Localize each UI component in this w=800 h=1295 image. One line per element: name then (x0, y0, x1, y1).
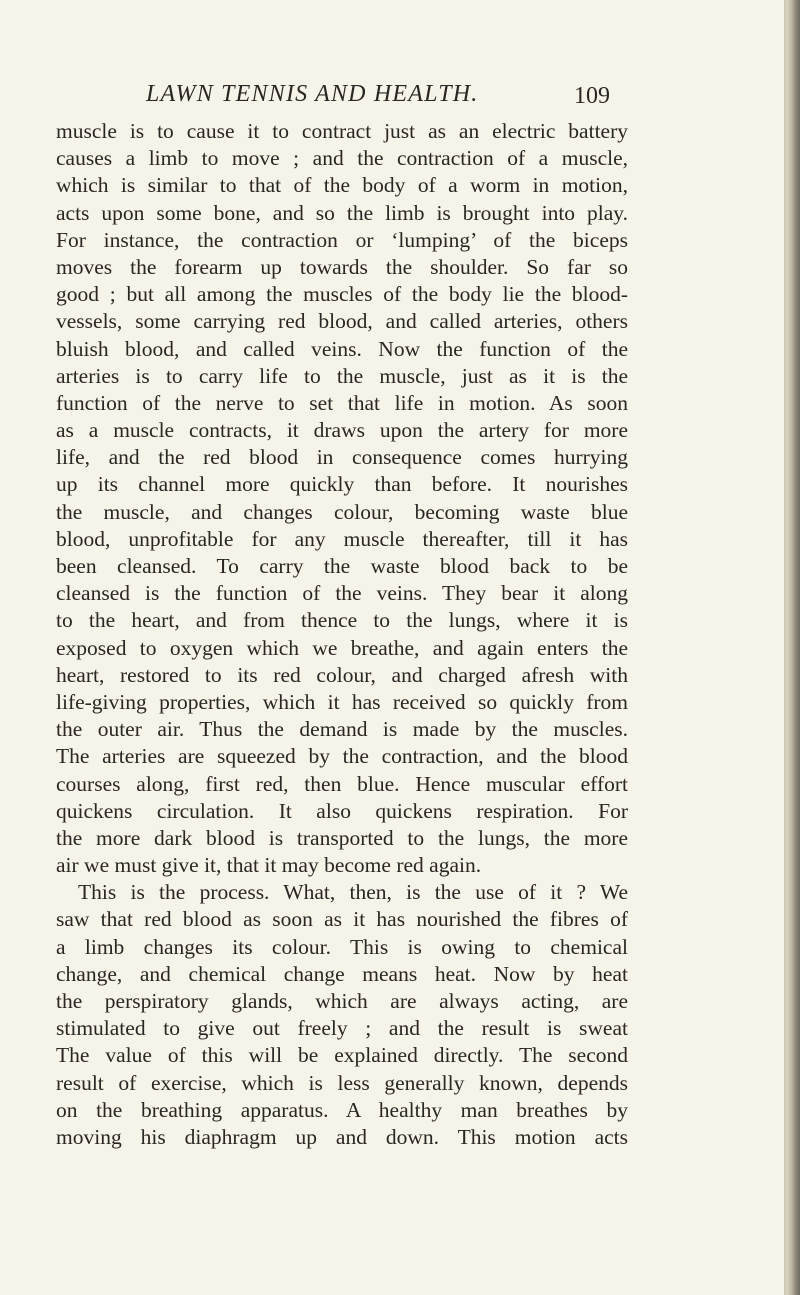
text-line: the perspiratory glands, which are always acting, are (56, 989, 628, 1013)
text-line: stimulated to give out freely ; and the result is sweat (56, 1016, 628, 1041)
text-line: life-giving properties, which it has received so quickly from (56, 689, 628, 714)
text-line: the muscle, and changes colour, becoming waste blue (56, 499, 628, 524)
text-line: For instance, the contraction or ‘lumping’ of the biceps (56, 227, 628, 252)
text-line: which is similar to that of the body of a worm in motion, (56, 173, 628, 198)
text-line: moves the forearm up towards the shoulder. So far so (56, 254, 628, 279)
body-text (56, 118, 628, 1151)
text-line: quickens circulation. It also quickens respiration. For (56, 798, 628, 823)
text-line: exposed to oxygen which we breathe, and again enters the (56, 635, 628, 660)
running-head: LAWN TENNIS AND HEALTH. (146, 81, 479, 107)
text-line: acts upon some bone, and so the limb is brought into play. (56, 200, 628, 225)
text-line: to the heart, and from thence to the lungs, where it is (56, 608, 628, 633)
text-line: This is the process. What, then, is the use of it ? We (78, 880, 628, 905)
text-line: muscle is to cause it to contract just as an electric battery (56, 119, 628, 143)
text-line: the outer air. Thus the demand is made by the muscles. (56, 717, 628, 742)
text-line: the more dark blood is transported to the lungs, the more (56, 825, 628, 850)
text-line: bluish blood, and called veins. Now the function of the (56, 336, 628, 361)
text-line: vessels, some carrying red blood, and called arteries, others (56, 309, 628, 334)
text-line: The arteries are squeezed by the contraction, and the blood (56, 744, 628, 769)
text-line: a limb changes its colour. This is owing to chemical (56, 934, 628, 959)
text-line: on the breathing apparatus. A healthy man breathes by (56, 1097, 628, 1122)
text-line: function of the nerve to set that life in motion. As soon (56, 390, 628, 415)
page-number: 109 (574, 83, 610, 109)
text-line: heart, restored to its red colour, and charged afresh with (56, 662, 628, 687)
text-line: blood, unprofitable for any muscle thereafter, till it has (56, 526, 628, 551)
text-line: moving his diaphragm up and down. This motion acts (56, 1124, 628, 1149)
text-line: courses along, first red, then blue. Hence muscular effort (56, 771, 628, 796)
text-line: causes a limb to move ; and the contraction of a muscle, (56, 146, 628, 171)
text-line: change, and chemical change means heat. Now by heat (56, 961, 628, 986)
text-line: up its channel more quickly than before. It nourishes (56, 472, 628, 497)
text-line: air we must give it, that it may become red again. (56, 853, 482, 878)
text-line: been cleansed. To carry the waste blood back to be (56, 554, 628, 578)
text-line: saw that red blood as soon as it has nourished the fibres of (56, 907, 628, 932)
text-line: cleansed is the function of the veins. They bear it along (56, 581, 628, 606)
text-line: arteries is to carry life to the muscle, just as it is the (56, 363, 628, 388)
text-line: The value of this will be explained directly. The second (56, 1043, 628, 1068)
text-line: life, and the red blood in consequence comes hurrying (56, 445, 628, 470)
text-line: good ; but all among the muscles of the body lie the blood- (56, 282, 628, 307)
text-line: result of exercise, which is less generally known, depends (56, 1070, 628, 1095)
page-edge-shadow (786, 0, 800, 1295)
text-line: as a muscle contracts, it draws upon the artery for more (56, 418, 628, 443)
